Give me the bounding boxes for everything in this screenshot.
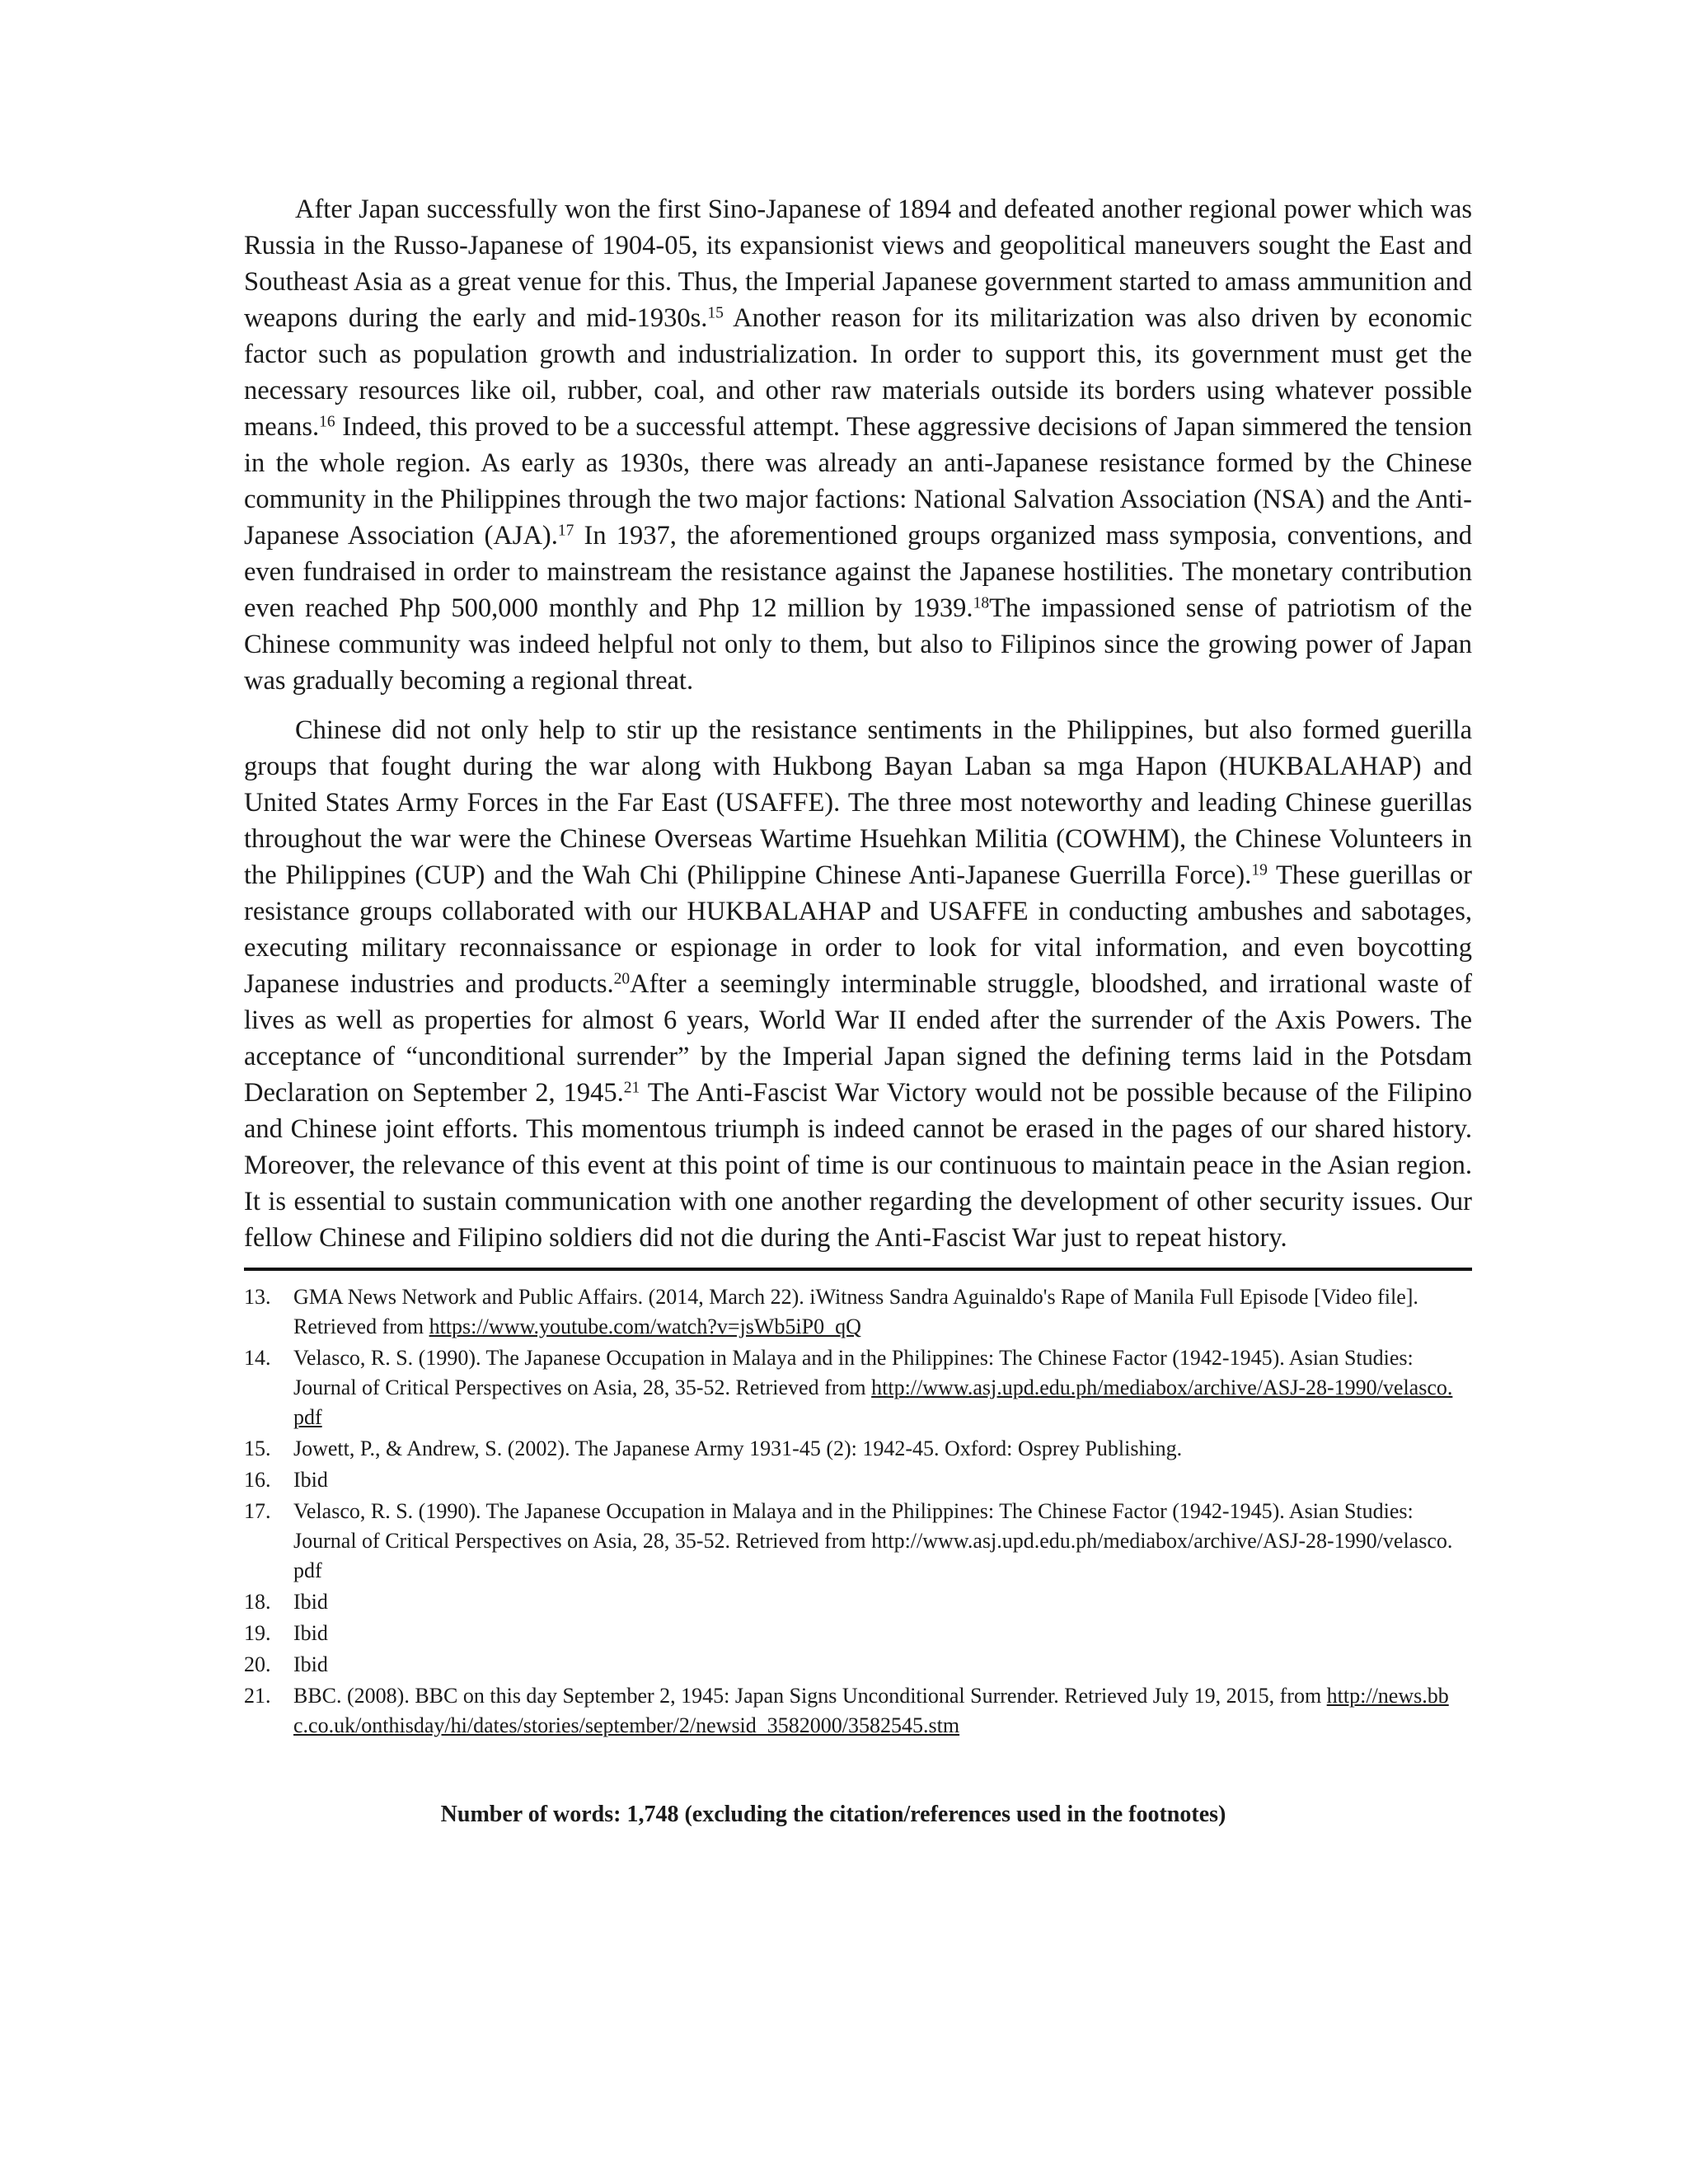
paragraph-text: Another reason for its militarization was also driven by economic factor such as population growth and industrialization. In order to support this, its government must get the necessary resources like oil, rubber, coal, and other raw materials outside its borders using whatever possible means. <box>244 303 1473 442</box>
paragraph-text: In 1937, the aforementioned groups organized mass symposia, conventions, and even fundraised in order to mainstream the resistance against the Japanese hostilities. The monetary contribution even reached Php 500,000 monthly and Php 12 million by 1939. <box>244 521 1472 623</box>
footnote-url: http://www.asj.upd.edu.ph/mediabox/archive/ASJ-28-1990/velasco.pdf <box>293 1529 1453 1582</box>
footnote-body: Ibid <box>293 1468 328 1492</box>
footnote-ref-20[interactable]: 20 <box>613 970 631 988</box>
footnote-list <box>244 1282 1472 1741</box>
footnote-number: 14. <box>244 1346 271 1370</box>
footnote-link[interactable]: http://www.asj.upd.edu.ph/mediabox/archive/ASJ-28-1990/velasco.pdf <box>293 1376 1453 1429</box>
footnote-body <box>293 1681 1472 1741</box>
footnote-number: 17. <box>244 1499 271 1523</box>
footnote-body <box>293 1497 1472 1586</box>
paragraph-text: These guerillas or resistance groups collaborated with our HUKBALAHAP and USAFFE in conducting ambushes and sabotages, executing military reconnaissance or espionage in order to look for vital information, and even boycotting Japanese industries and products. <box>244 860 1472 999</box>
footnote-ref-19[interactable]: 19 <box>1251 861 1268 879</box>
footnote-number: 20. <box>244 1652 271 1676</box>
footnote-20 <box>244 1650 1472 1680</box>
paragraph-text: The impassioned sense of patriotism of the Chinese community was indeed helpful not only to them, but also to Filipinos since the growing power of Japan was gradually becoming a regional threat. <box>244 593 1472 696</box>
footnote-21 <box>244 1681 1472 1741</box>
footnote-body: Ibid <box>293 1652 328 1676</box>
footnote-text: Velasco, R. S. (1990). The Japanese Occupation in Malaya and in the Philippines: The Chinese Factor (1942-1945). Asian Studies: Journal of Critical Perspectives on Asia, 28, 35-52. Retrieved from <box>293 1499 1414 1553</box>
footnote-ref-17[interactable]: 17 <box>557 522 574 540</box>
footnote-body: Jowett, P., & Andrew, S. (2002). The Japanese Army 1931-45 (2): 1942-45. Oxford: Osprey Publishing. <box>293 1436 1183 1460</box>
paragraph-text: After a seemingly interminable struggle, bloodshed, and irrational waste of lives as well as properties for almost 6 years, World War II ended after the surrender of the Axis Powers. The acceptance of “unconditional surrender” by the Imperial Japan signed the defining terms laid in the Potsdam Declaration on September 2, 1945. <box>244 969 1472 1108</box>
footnote-body <box>293 1343 1472 1432</box>
footnote-body: Ibid <box>293 1590 328 1614</box>
footnote-ref-21[interactable]: 21 <box>623 1079 640 1097</box>
footnote-divider <box>244 1268 1472 1271</box>
footnote-link[interactable]: http://news.bbc.co.uk/onthisday/hi/dates/stories/september/2/newsid_3582000/3582545.stm <box>293 1684 1449 1737</box>
word-count-note: Number of words: 1,748 (excluding the citation/references used in the footnotes) <box>440 1802 1226 1827</box>
footnote-ref-16[interactable]: 16 <box>319 413 335 431</box>
footnote-number: 16. <box>244 1468 271 1492</box>
footnote-text: GMA News Network and Public Affairs. (2014, March 22). iWitness Sandra Aguinaldo's Rape of Manila Full Episode [Video file]. Retrieved from <box>293 1285 1418 1338</box>
document-page <box>244 191 1472 1830</box>
footnote-19 <box>244 1619 1472 1648</box>
footnote-body: Ibid <box>293 1621 328 1645</box>
footnote-body <box>293 1282 1472 1342</box>
footnote-15 <box>244 1434 1472 1464</box>
paragraph-text: The Anti-Fascist War Victory would not be possible because of the Filipino and Chinese joint efforts. This momentous triumph is indeed cannot be erased in the pages of our shared history. Moreover, the relevance of this event at this point of time is our continuous to maintain peace in the Asian region. It is essential to sustain communication with one another regarding the development of other security issues. Our fellow Chinese and Filipino soldiers did not die during the Anti-Fascist War just to repeat history. <box>244 1078 1472 1253</box>
footnote-number: 13. <box>244 1285 271 1309</box>
footnote-13 <box>244 1282 1472 1342</box>
paragraph-text: Indeed, this proved to be a successful attempt. These aggressive decisions of Japan simmered the tension in the whole region. As early as 1930s, there was already an anti-Japanese resistance formed by the Chinese community in the Philippines through the two major factions: National Salvation Association (NSA) and the Anti-Japanese Association (AJA). <box>244 412 1472 551</box>
footnote-text: BBC. (2008). BBC on this day September 2, 1945: Japan Signs Unconditional Surrender. Retrieved July 19, 2015, from <box>293 1684 1327 1708</box>
body-paragraph-1 <box>244 191 1472 699</box>
footnote-ref-18[interactable]: 18 <box>973 594 990 612</box>
footnote-text: Velasco, R. S. (1990). The Japanese Occupation in Malaya and in the Philippines: The Chinese Factor (1942-1945). Asian Studies: Journal of Critical Perspectives on Asia, 28, 35-52. Retrieved from <box>293 1346 1414 1399</box>
paragraph-text: Chinese did not only help to stir up the resistance sentiments in the Philippines, but also formed guerilla groups that fought during the war along with Hukbong Bayan Laban sa mga Hapon (HUKBALAHAP) and United States Army Forces in the Far East (USAFFE). The three most noteworthy and leading Chinese guerillas throughout the war were the Chinese Overseas Wartime Hsuehkan Militia (COWHM), the Chinese Volunteers in the Philippines (CUP) and the Wah Chi (Philippine Chinese Anti-Japanese Guerrilla Force). <box>244 715 1472 890</box>
footnote-16 <box>244 1465 1472 1495</box>
footnote-ref-15[interactable]: 15 <box>707 304 724 322</box>
paragraph-text: After Japan successfully won the first Sino-Japanese of 1894 and defeated another regional power which was Russia in the Russo-Japanese of 1904-05, its expansionist views and geopolitical maneuvers sought the East and Southeast Asia as a great venue for this. Thus, the Imperial Japanese government started to amass ammunition and weapons during the early and mid-1930s. <box>244 194 1472 333</box>
footnote-14 <box>244 1343 1472 1432</box>
footnote-number: 21. <box>244 1684 271 1708</box>
footnote-17 <box>244 1497 1472 1586</box>
footnote-link[interactable]: https://www.youtube.com/watch?v=jsWb5iP0_qQ <box>429 1315 861 1338</box>
footnote-number: 15. <box>244 1436 271 1460</box>
footnote-number: 19. <box>244 1621 271 1645</box>
footnote-18 <box>244 1587 1472 1617</box>
footnote-number: 18. <box>244 1590 271 1614</box>
body-paragraph-2 <box>244 712 1472 1256</box>
